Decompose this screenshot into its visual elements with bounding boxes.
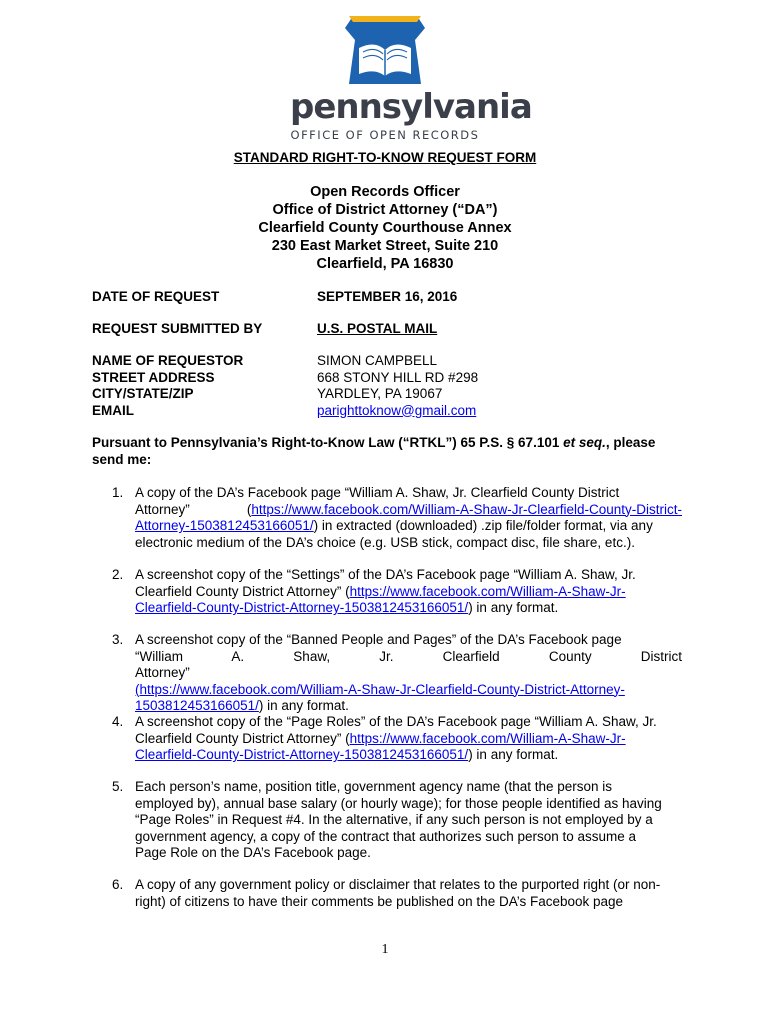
form-title: STANDARD RIGHT-TO-KNOW REQUEST FORM — [233, 150, 537, 165]
pursuant-italic: et seq. — [563, 435, 606, 450]
request-number: 6. — [112, 877, 124, 892]
date-value: SEPTEMBER 16, 2016 — [317, 289, 458, 304]
requestor-name-label: NAME OF REQUESTOR — [92, 353, 244, 368]
city-state-zip: YARDLEY, PA 19067 — [317, 386, 443, 401]
facebook-url-link[interactable]: Clearfield-County-District-Attorney-1503812453166051/ — [135, 747, 469, 762]
requestor-name: SIMON CAMPBELL — [317, 353, 438, 368]
keystone-book-icon — [345, 14, 425, 86]
submitted-value: U.S. POSTAL MAIL — [317, 321, 438, 336]
request-number: 1. — [112, 485, 124, 500]
address-line: Office of District Attorney (“DA”) — [272, 202, 498, 218]
request-line: Clearfield-County-District-Attorney-1503812453166051/) in any format. — [135, 747, 559, 762]
request-item-4 — [112, 714, 682, 764]
requestor-labels — [92, 353, 243, 419]
request-line: A copy of the DA’s Facebook page “William A. Shaw, Jr. Clearfield County District — [135, 485, 620, 500]
submitted-label: REQUEST SUBMITTED BY — [92, 321, 263, 336]
recipient-address — [0, 183, 770, 273]
city-state-zip-label: CITY/STATE/ZIP — [92, 386, 194, 401]
request-line: A screenshot copy of the “Settings” of the DA’s Facebook page “William A. Shaw, Jr. — [135, 567, 636, 582]
request-text — [135, 779, 682, 862]
request-line: Each person’s name, position title, government agency name (that the person is — [135, 779, 613, 794]
request-line: Page Role on the DA’s Facebook page. — [135, 845, 371, 860]
request-item-6 — [112, 877, 682, 911]
street-address-label: STREET ADDRESS — [92, 369, 215, 385]
request-line: electronic medium of the DA’s choice (e.g. USB stick, compact disc, file share, etc.). — [135, 534, 635, 550]
address-line: Open Records Officer — [310, 184, 460, 200]
request-line[interactable]: (https://www.facebook.com/William-A-Shaw-Jr-Clearfield-County-District-Attorney- — [135, 681, 625, 697]
request-number: 4. — [112, 714, 124, 729]
email-link[interactable]: parighttoknow@gmail.com — [317, 402, 477, 418]
request-line: Clearfield County District Attorney” (https://www.facebook.com/William-A-Shaw-Jr- — [135, 730, 626, 746]
pursuant-text: Pursuant to Pennsylvania’s Right-to-Know Law (“RTKL”) 65 P.S. § 67.101 — [92, 435, 564, 450]
request-line: government agency, a copy of the contract that authorizes such person to assume a — [135, 828, 637, 844]
request-line: A screenshot copy of the “Banned People and Pages” of the DA’s Facebook page — [135, 632, 622, 647]
request-line: A copy of any government policy or disclaimer that relates to the purported right (or non- — [135, 877, 661, 892]
pursuant-paragraph — [92, 434, 682, 468]
email-label: EMAIL — [92, 402, 134, 418]
request-line: Clearfield-County-District-Attorney-1503812453166051/) in any format. — [135, 600, 559, 615]
facebook-url-link[interactable]: 1503812453166051/ — [135, 698, 259, 713]
address-line: 230 East Market Street, Suite 210 — [271, 238, 499, 254]
request-line: employed by), annual base salary (or hourly wage); for those people identified as having — [135, 795, 662, 811]
street-address: 668 STONY HILL RD #298 — [317, 369, 479, 385]
address-line: Clearfield, PA 16830 — [316, 256, 454, 272]
request-line: Clearfield County District Attorney” (https://www.facebook.com/William-A-Shaw-Jr- — [135, 583, 626, 599]
logo-subtitle: OFFICE OF OPEN RECORDS — [290, 128, 480, 142]
request-item-1 — [112, 485, 682, 551]
pa-open-records-logo — [290, 14, 532, 142]
pursuant-text-end: , please send me: — [92, 435, 656, 467]
facebook-url-link[interactable]: Clearfield-County-District-Attorney-1503812453166051/ — [135, 600, 469, 615]
request-line: Attorney” (https://www.facebook.com/William-A-Shaw-Jr-Clearfield-County-District- — [135, 501, 682, 517]
request-item-3 — [112, 632, 682, 713]
request-text — [135, 714, 682, 764]
request-line: 1503812453166051/) in any format. — [135, 698, 349, 713]
request-line: “Page Roles” in Request #4. In the alternative, if any such person is not employed by a — [135, 812, 653, 827]
request-text — [135, 485, 682, 551]
address-line: Clearfield County Courthouse Annex — [258, 220, 512, 236]
facebook-url-link[interactable]: Attorney-1503812453166051/ — [135, 518, 314, 533]
request-item-5 — [112, 779, 682, 862]
request-text — [135, 632, 682, 715]
request-line: Attorney-1503812453166051/) in extracted (downloaded) .zip file/folder format, via any — [135, 518, 653, 533]
date-label: DATE OF REQUEST — [92, 289, 220, 304]
request-number: 3. — [112, 632, 124, 647]
request-line: A screenshot copy of the “Page Roles” of the DA’s Facebook page “William A. Shaw, Jr. — [135, 714, 657, 729]
request-item-2 — [112, 567, 682, 617]
facebook-url-link[interactable]: https://www.facebook.com/William-A-Shaw-Jr-Clearfield-County-District- — [251, 501, 682, 517]
request-number: 5. — [112, 779, 124, 794]
request-line: “William A. Shaw, Jr. Clearfield County District Attorney” — [135, 648, 682, 680]
requestor-values — [317, 353, 478, 419]
facebook-url-link[interactable]: https://www.facebook.com/William-A-Shaw-Jr- — [349, 730, 626, 746]
page-number: 1 — [381, 942, 389, 957]
request-number: 2. — [112, 567, 124, 582]
request-text — [135, 567, 682, 617]
logo-wordmark: pennsylvania — [290, 87, 532, 127]
facebook-url-link[interactable]: https://www.facebook.com/William-A-Shaw-Jr- — [349, 583, 626, 599]
request-line: right) of citizens to have their comments be published on the DA’s Facebook page — [135, 893, 624, 909]
request-text — [135, 877, 682, 910]
